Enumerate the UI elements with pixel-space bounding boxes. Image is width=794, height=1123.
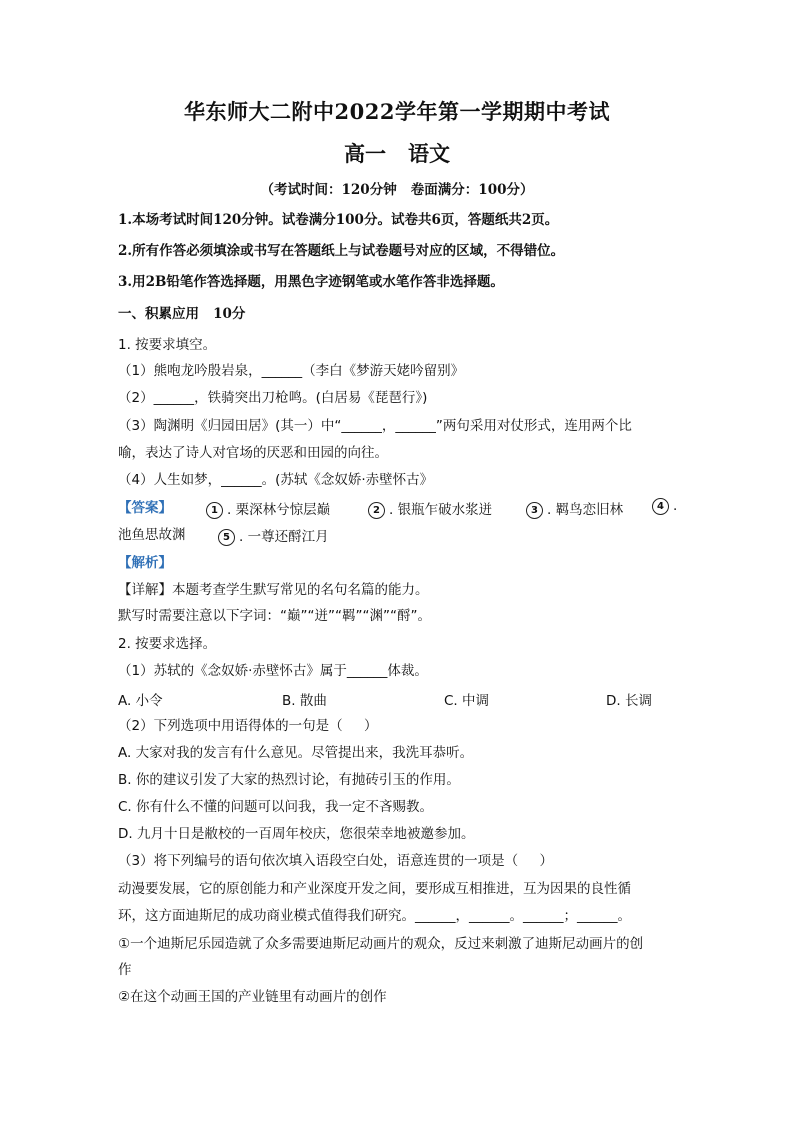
answer-text: . xyxy=(673,498,678,514)
answer-label: 【答案】 xyxy=(118,500,172,516)
answer-text: . 一尊还酹江月 xyxy=(239,529,329,545)
circled-number: 2 xyxy=(368,502,385,519)
q2-sub1-option-b: B. 散曲 xyxy=(282,693,327,709)
answer-item-4-cont: 池鱼思故渊 xyxy=(118,527,186,543)
analysis-detail: 【详解】本题考查学生默写常见的名句名篇的能力。 xyxy=(118,582,429,598)
exam-subtitle: 高一 语文 xyxy=(344,141,450,166)
answer-item-2 xyxy=(368,498,492,519)
q2-sub1-option-c: C. 中调 xyxy=(444,693,490,709)
instruction-1: 1.本场考试时间120分钟。试卷满分100分。试卷共6页，答题纸共2页。 xyxy=(118,212,559,228)
answer-item-1 xyxy=(206,498,330,519)
q2-sub1-option-a: A. 小令 xyxy=(118,693,163,709)
answer-text: . 银瓶乍破水浆迸 xyxy=(389,502,493,518)
q2-sub1-option-d: D. 长调 xyxy=(606,693,652,709)
analysis-note: 默写时需要注意以下字词：“巅”“迸”“羁”“渊”“酹”。 xyxy=(118,608,431,624)
q2-sub2-option-d: D. 九月十日是敝校的一百周年校庆，您很荣幸地被邀参加。 xyxy=(118,826,475,842)
q1-item-3-cont: 喻，表达了诗人对官场的厌恶和田园的向往。 xyxy=(118,445,388,461)
q2-stem: 2. 按要求选择。 xyxy=(118,636,217,652)
answer-text: . 羁鸟恋旧林 xyxy=(547,502,624,518)
q2-sub2-option-c: C. 你有什么不懂的问题可以问我，我一定不吝赐教。 xyxy=(118,799,434,815)
circled-number: 4 xyxy=(652,498,669,515)
answer-text: . 栗深林兮惊层巅 xyxy=(227,502,331,518)
q1-item-3: （3）陶渊明《归园田居》(其一）中“______，______”两句采用对仗形式，连用两个比 xyxy=(118,418,632,434)
circled-number: 5 xyxy=(218,529,235,546)
q1-item-4: （4）人生如梦，______。(苏轼《念奴娇·赤壁怀古》 xyxy=(118,472,434,488)
q1-item-1: （1）熊咆龙吟殷岩泉，______（李白《梦游天姥吟留别》 xyxy=(118,363,465,379)
q2-sub3-sentence-1-cont: 作 xyxy=(118,962,132,978)
q2-sub3-sentence-1: ①一个迪斯尼乐园造就了众多需要迪斯尼动画片的观众，反过来刺激了迪斯尼动画片的创 xyxy=(118,936,644,952)
q2-sub3-sentence-2: ②在这个动画王国的产业链里有动画片的创作 xyxy=(118,989,387,1005)
answer-item-5 xyxy=(218,525,329,546)
q2-sub2-option-b: B. 你的建议引发了大家的热烈讨论，有抛砖引玉的作用。 xyxy=(118,772,460,788)
circled-number: 3 xyxy=(526,502,543,519)
instruction-2: 2.所有作答必须填涂或书写在答题纸上与试卷题号对应的区域，不得错位。 xyxy=(118,243,565,259)
q2-sub2: （2）下列选项中用语得体的一句是（ ） xyxy=(118,718,378,734)
circled-number: 1 xyxy=(206,502,223,519)
q2-sub3-passage-2: 环，这方面迪斯尼的成功商业模式值得我们研究。______，______。______；______。 xyxy=(118,908,631,924)
analysis-label: 【解析】 xyxy=(118,555,172,571)
section-heading: 一、积累应用 10分 xyxy=(118,306,246,322)
exam-info: （考试时间：120分钟 卷面满分：100分） xyxy=(260,182,534,198)
answer-item-3 xyxy=(526,498,623,519)
instruction-3: 3.用2B铅笔作答选择题，用黑色字迹钢笔或水笔作答非选择题。 xyxy=(118,274,504,290)
exam-title: 华东师大二附中2022学年第一学期期中考试 xyxy=(184,99,610,124)
q2-sub3: （3）将下列编号的语句依次填入语段空白处，语意连贯的一项是（ ） xyxy=(118,853,554,869)
q2-sub3-passage-1: 动漫要发展，它的原创能力和产业深度开发之间，要形成互相推进，互为因果的良性循 xyxy=(118,881,631,897)
q1-item-2: （2）______，铁骑突出刀枪鸣。(白居易《琵琶行》) xyxy=(118,390,428,406)
answer-item-4 xyxy=(652,498,677,515)
q2-sub1: （1）苏轼的《念奴娇·赤壁怀古》属于______体裁。 xyxy=(118,663,428,679)
q1-stem: 1. 按要求填空。 xyxy=(118,337,217,353)
q2-sub2-option-a: A. 大家对我的发言有什么意见。尽管提出来，我洗耳恭听。 xyxy=(118,745,474,761)
